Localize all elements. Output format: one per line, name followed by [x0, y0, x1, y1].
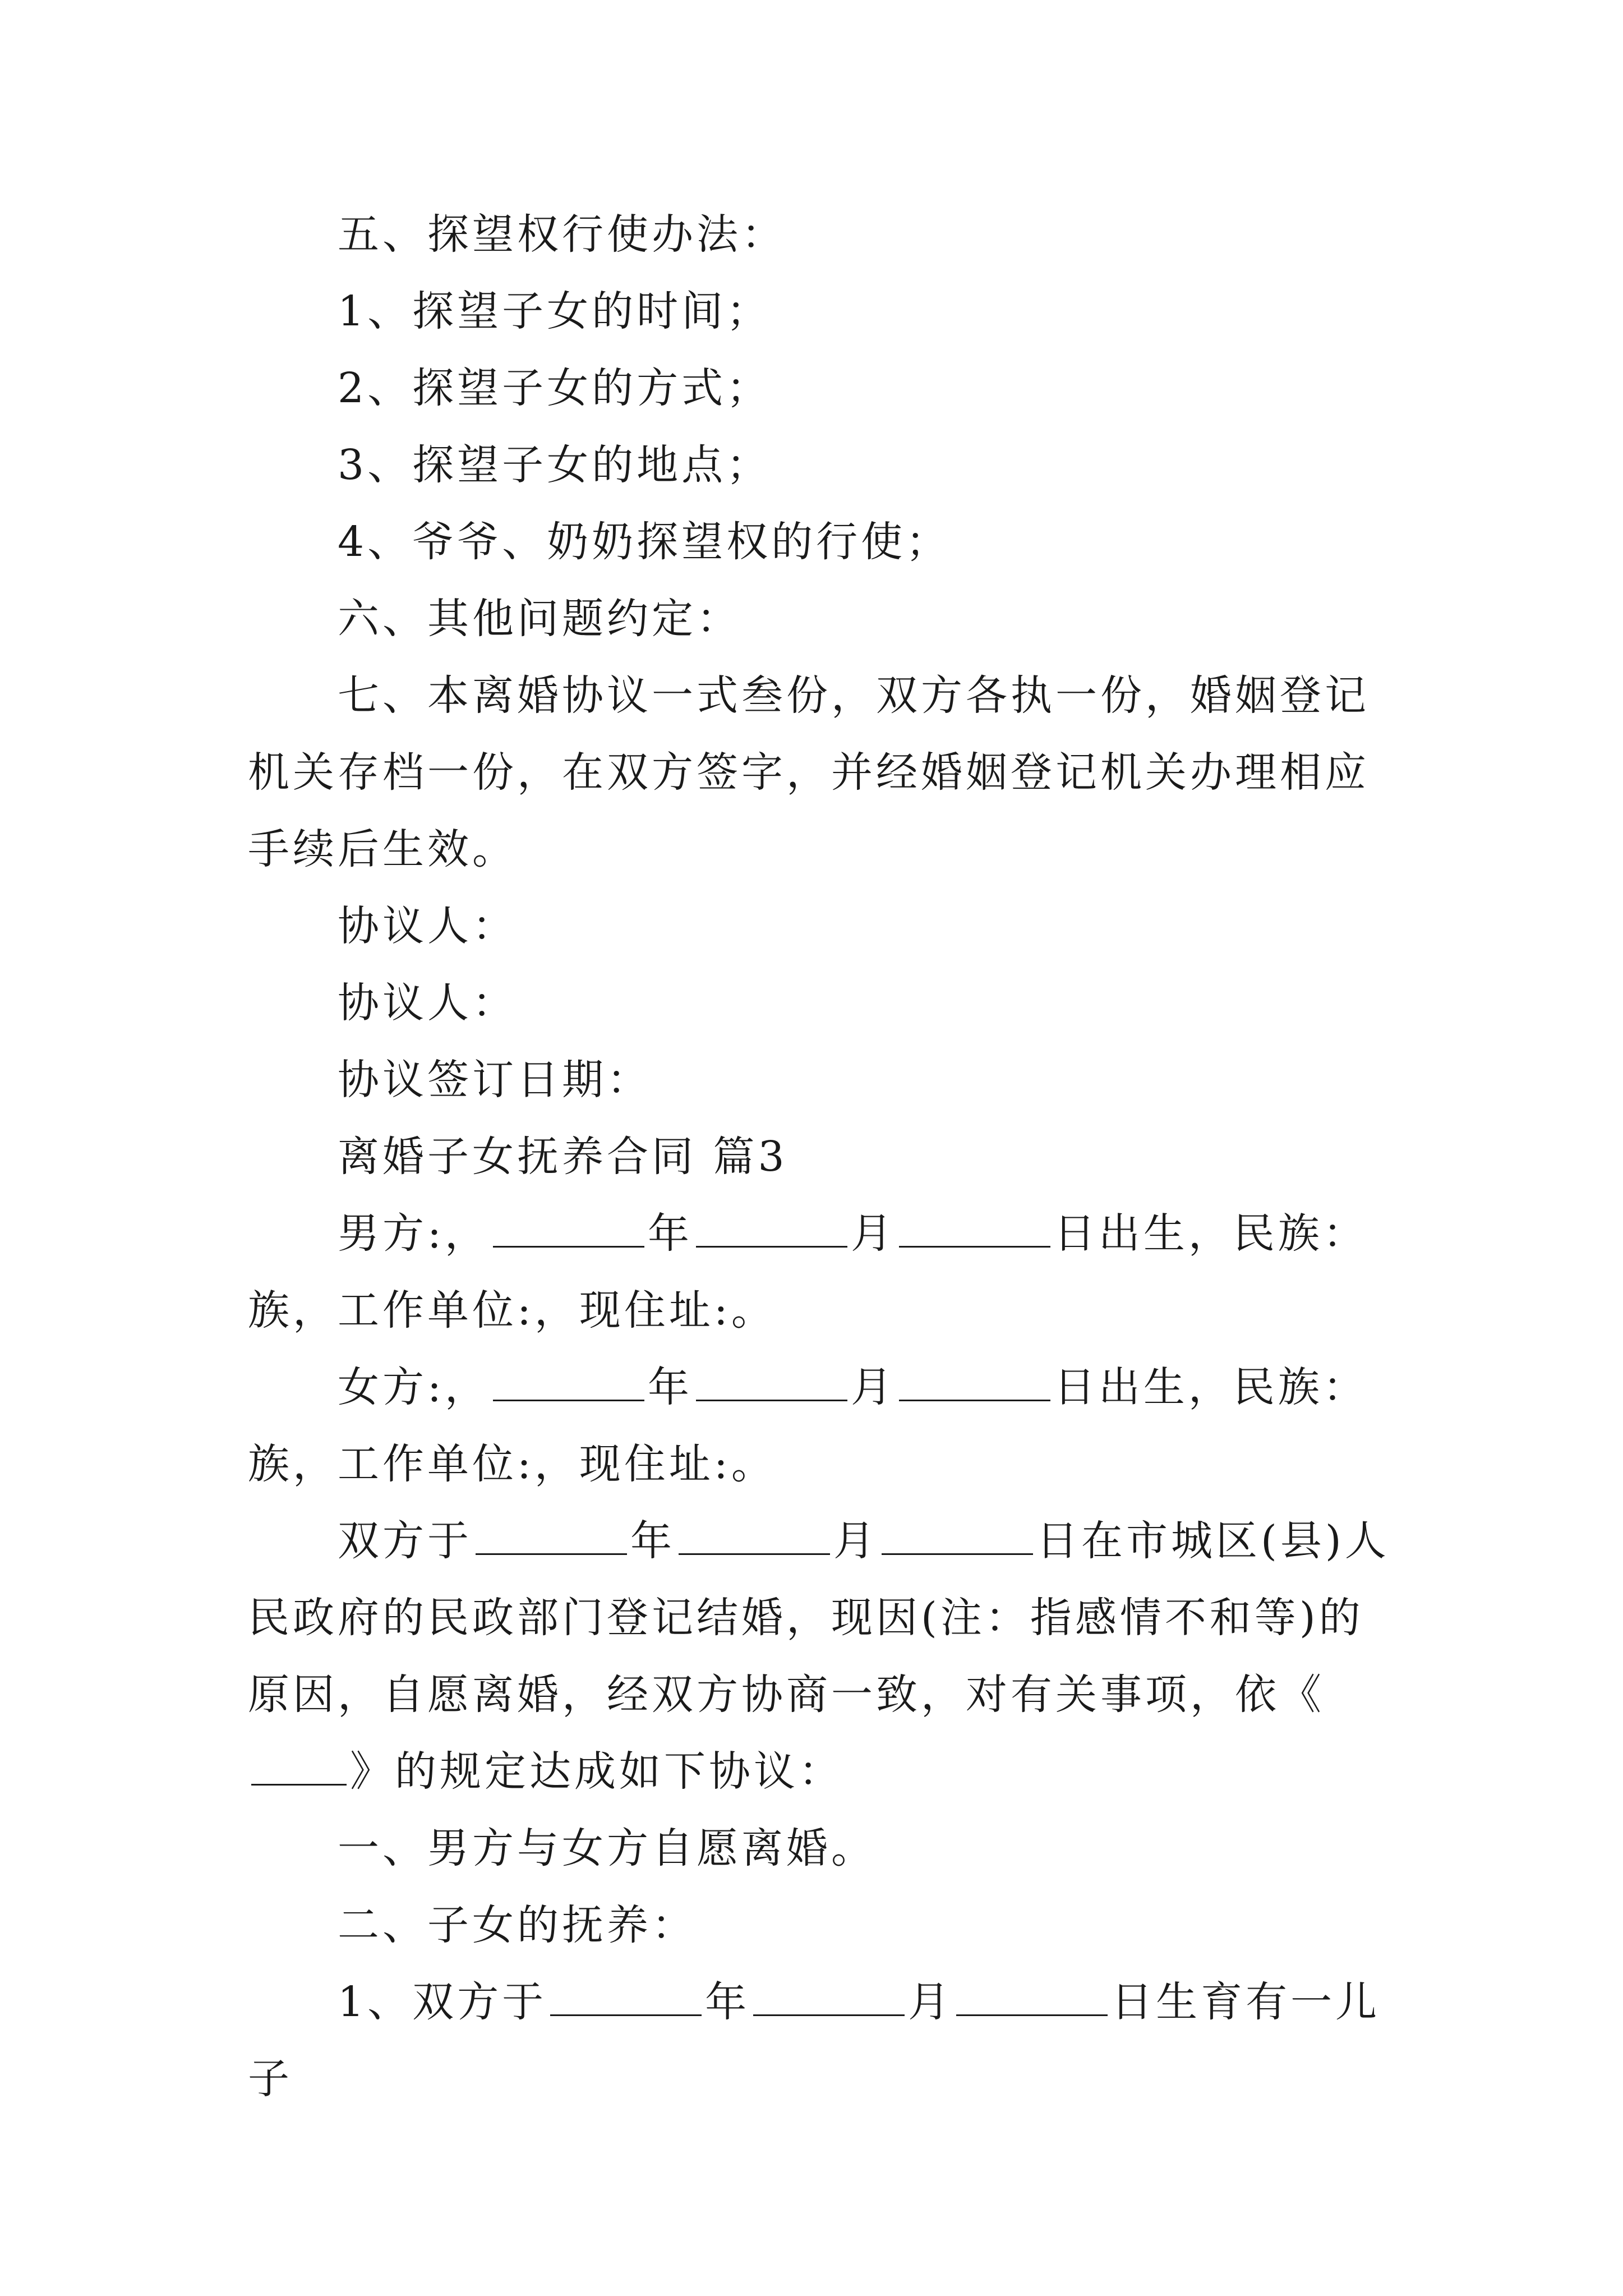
- female-prefix: 女方:，: [338, 1363, 490, 1411]
- paragraph: 七、本离婚协议一式叁份，双方各执一份，婚姻登记机关存档一份，在双方签字，并经婚姻登记机关办理相应手续后生效。: [248, 671, 1370, 873]
- paragraph: 4、爷爷、奶奶探望权的行使；: [338, 518, 951, 566]
- document-body: [248, 196, 1392, 2118]
- month-label: 月: [850, 1209, 896, 1258]
- blank-field: [493, 1395, 644, 1401]
- section-title: 离婚子女抚养合同 篇3: [338, 1133, 788, 1181]
- month-label: 月: [833, 1517, 878, 1565]
- paragraph: 二、子女的抚养：: [338, 1901, 697, 1949]
- marriage-suffix: 日在市城区(县)人民政府的民政部门登记结婚，现因(注：指感情不和等)的原因，自愿离婚，经双方协商一致，对有关事项，依《: [248, 1517, 1390, 1719]
- year-label: 年: [705, 1978, 750, 2026]
- paragraph: 五、探望权行使办法：: [338, 210, 786, 259]
- female-suffix: 日出生，民族：族，工作单位:，现住址:。: [248, 1363, 1368, 1488]
- marriage-end: 》的规定达成如下协议：: [350, 1747, 843, 1796]
- blank-field: [696, 1241, 847, 1248]
- female-party-paragraph: [248, 1349, 1392, 1503]
- blank-field: [899, 1395, 1050, 1401]
- child-suffix: 日生育有一儿子: [248, 1978, 1381, 2103]
- blank-field: [882, 1549, 1033, 1555]
- blank-field: [679, 1549, 830, 1555]
- month-label: 月: [850, 1363, 896, 1411]
- male-prefix: 男方:，: [338, 1209, 490, 1258]
- blank-field: [753, 2010, 905, 2016]
- paragraph: 2、探望子女的方式；: [338, 364, 772, 412]
- paragraph: 六、其他问题约定：: [338, 595, 741, 643]
- signatory-line: 协议人：: [338, 979, 517, 1027]
- signatory-line: 协议人：: [338, 902, 517, 950]
- male-suffix: 日出生，民族：族，工作单位:，现住址:。: [248, 1209, 1368, 1335]
- paragraph: 一、男方与女方自愿离婚。: [338, 1824, 876, 1872]
- child-paragraph: [248, 1964, 1392, 2118]
- blank-field: [899, 1241, 1050, 1248]
- blank-field: [956, 2010, 1108, 2016]
- paragraph: 3、探望子女的地点；: [338, 441, 772, 489]
- marriage-paragraph: [248, 1503, 1392, 1810]
- child-prefix: 1、双方于: [338, 1978, 547, 2026]
- blank-field: [696, 1395, 847, 1401]
- blank-field: [493, 1241, 644, 1248]
- blank-field: [251, 1779, 347, 1786]
- signing-date-line: 协议签订日期：: [338, 1056, 652, 1104]
- blank-field: [476, 1549, 627, 1555]
- blank-field: [550, 2010, 702, 2016]
- paragraph: 1、探望子女的时间；: [338, 287, 772, 335]
- male-party-paragraph: [248, 1195, 1392, 1349]
- marriage-prefix: 双方于: [338, 1517, 472, 1565]
- year-label: 年: [647, 1209, 693, 1258]
- year-label: 年: [647, 1363, 693, 1411]
- month-label: 月: [908, 1978, 953, 2026]
- year-label: 年: [630, 1517, 675, 1565]
